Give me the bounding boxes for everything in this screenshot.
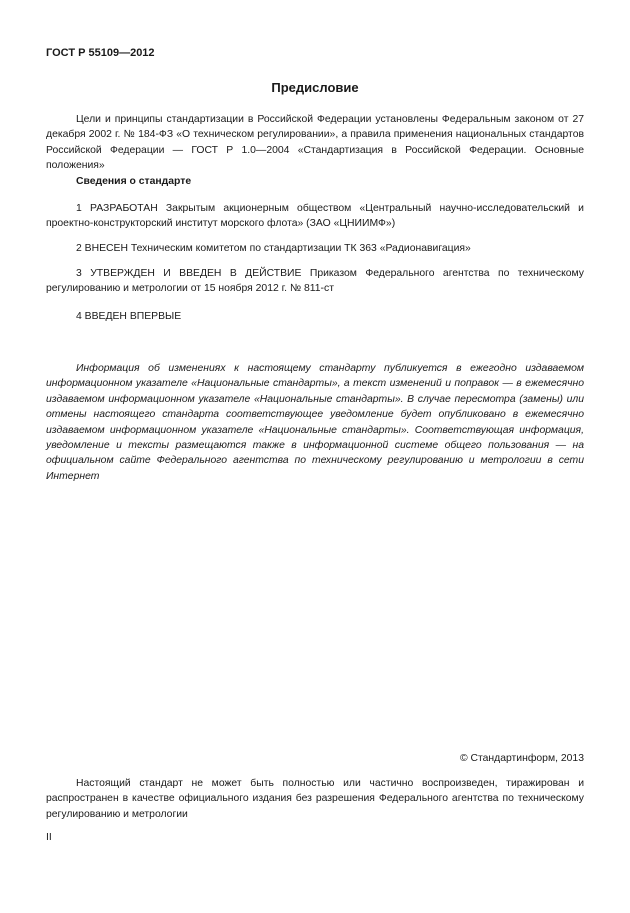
page-title: Предисловие bbox=[271, 80, 359, 95]
intro-paragraph: Цели и принципы стандартизации в Российской Федерации установлены Федеральным законом от 27 декабря 2002 г. № 184-ФЗ «О техническом регулировании», а правила применения национальных стандартов Российской Федерации — ГОСТ Р 1.0—2004 «Стандартизация в Российской Федерации. Основные положения» bbox=[46, 114, 584, 172]
standard-info-heading: Сведения о стандарте bbox=[76, 176, 192, 187]
changes-notice-paragraph: Информация об изменениях к настоящему стандарту публикуется в ежегодно издаваемом информационном указателе «Национальные стандарты», а текст изменений и поправок — в ежемесячно издаваемом информационном указателе «Национальные стандарты». В случае пересмотра (замены) или отмены настоящего стандарта соответствующее уведомление будет опубликовано в ежемесячно издаваемом информационном указателе «Национальные стандарты». Соответствующая информация, уведомление и тексты размещаются также в информационной системе общего пользования — на официальном сайте Федерального агентства по техническому регулированию и метрологии в сети Интернет bbox=[46, 363, 584, 482]
copyright-line: © Стандартинформ, 2013 bbox=[459, 753, 584, 764]
standard-info-item-1: 1 РАЗРАБОТАН Закрытым акционерным обществом «Центральный научно-исследовательский и проектно-конструкторский институт морского флота» (ЗАО «ЦНИИМФ») bbox=[46, 203, 584, 230]
reproduction-notice-paragraph: Настоящий стандарт не может быть полностью или частично воспроизведен, тиражирован и распространен в качестве официального издания без разрешения Федерального агентства по техническому регулированию и метрологии bbox=[46, 778, 584, 820]
document-code-header: ГОСТ Р 55109—2012 bbox=[46, 47, 155, 59]
standard-info-item-3: 3 УТВЕРЖДЕН И ВВЕДЕН В ДЕЙСТВИЕ Приказом Федерального агентства по техническому регулированию и метрологии от 15 ноября 2012 г. № 811-ст bbox=[46, 268, 584, 295]
standard-info-item-2: 2 ВНЕСЕН Техническим комитетом по стандартизации ТК 363 «Радионавигация» bbox=[76, 243, 471, 254]
standard-info-item-4: 4 ВВЕДЕН ВПЕРВЫЕ bbox=[76, 311, 182, 322]
page-number: II bbox=[46, 832, 52, 843]
